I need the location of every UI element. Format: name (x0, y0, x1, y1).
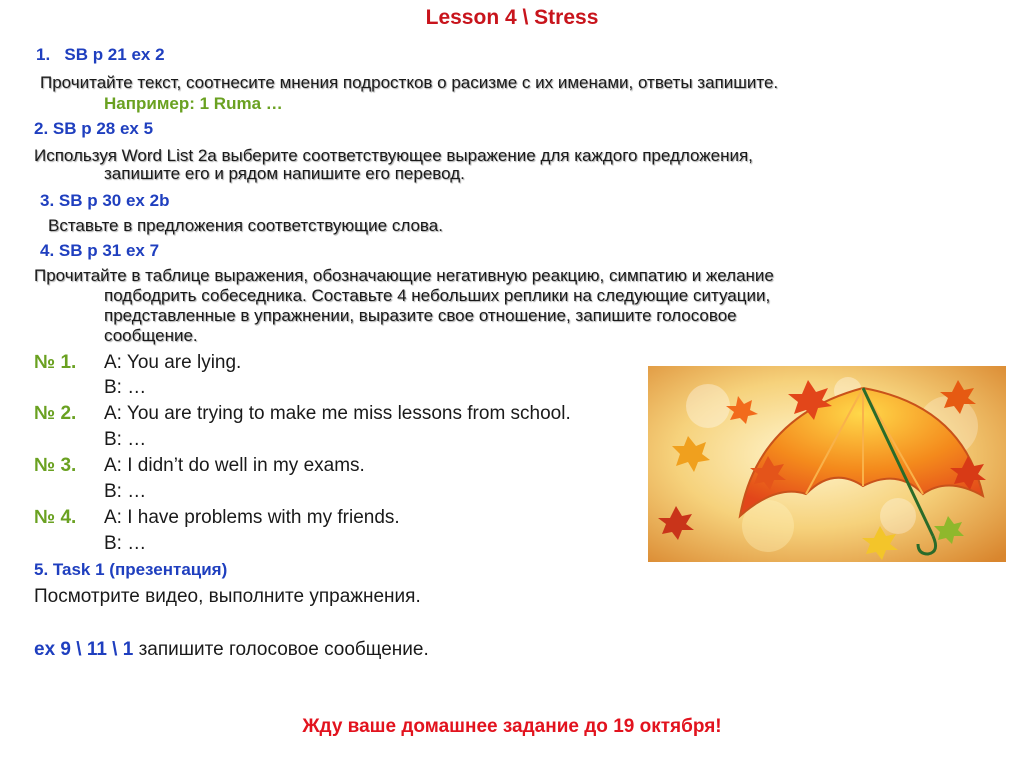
dialogue-2-a: A: You are trying to make me miss lessons from school. (104, 403, 571, 424)
dialogue-2-number: № 2. (34, 403, 77, 424)
item-4-line-2: подбодрить собеседника. Составьте 4 небольших реплики на следующие ситуации, (104, 286, 771, 305)
dialogue-1-number: № 1. (34, 352, 77, 373)
dialogue-4-a: A: I have problems with my friends. (104, 507, 400, 528)
item-1-text: Прочитайте текст, соотнесите мнения подростков о расизме с их именами, ответы запишите. (40, 73, 779, 92)
dialogue-3-number: № 3. (34, 455, 77, 476)
dialogue-4-b: B: … (104, 533, 147, 554)
task-5-text: Посмотрите видео, выполните упражнения. (34, 586, 421, 607)
item-2-line-1: Используя Word List 2a выберите соответствующее выражение для каждого предложения, (34, 146, 753, 165)
task-5-ex-text: запишите голосовое сообщение. (133, 639, 429, 660)
autumn-umbrella-leaves-image (648, 366, 1006, 562)
item-2-heading: 2. SB p 28 ex 5 (34, 119, 154, 138)
umbrella-illustration (648, 366, 1006, 562)
dialogue-2-b: B: … (104, 429, 147, 450)
task-5-ex-label: ex 9 \ 11 \ 1 (34, 639, 134, 660)
item-1-number: 1. (36, 45, 51, 64)
item-3-text: Вставьте в предложения соответствующие слова. (48, 216, 443, 235)
item-3-heading: 3. SB p 30 ex 2b (40, 191, 170, 210)
dialogue-1-b: B: … (104, 377, 147, 398)
item-1-heading (36, 45, 165, 65)
item-4-line-3: представленные в упражнении, выразите свое отношение, запишите голосовое (104, 306, 737, 325)
item-1-example: Например: 1 Ruma … (104, 94, 283, 113)
dialogue-3-a: A: I didn’t do well in my exams. (104, 455, 365, 476)
dialogue-4-number: № 4. (34, 507, 77, 528)
dialogue-3-b: B: … (104, 481, 147, 502)
item-2-line-2: запишите его и рядом напишите его перевод. (104, 164, 465, 183)
page-title: Lesson 4 \ Stress (425, 6, 599, 29)
item-4-heading: 4. SB p 31 ex 7 (40, 241, 160, 260)
task-5-ex-line (34, 640, 429, 660)
item-4-line-4: сообщение. (104, 326, 198, 345)
item-1-title: SB p 21 ex 2 (64, 45, 165, 64)
item-4-line-1: Прочитайте в таблице выражения, обозначающие негативную реакцию, симпатию и желание (34, 266, 774, 285)
task-5-heading: 5. Task 1 (презентация) (34, 560, 228, 579)
deadline-note: Жду ваше домашнее задание до 19 октября! (302, 716, 722, 737)
dialogue-1-a: A: You are lying. (104, 352, 242, 373)
